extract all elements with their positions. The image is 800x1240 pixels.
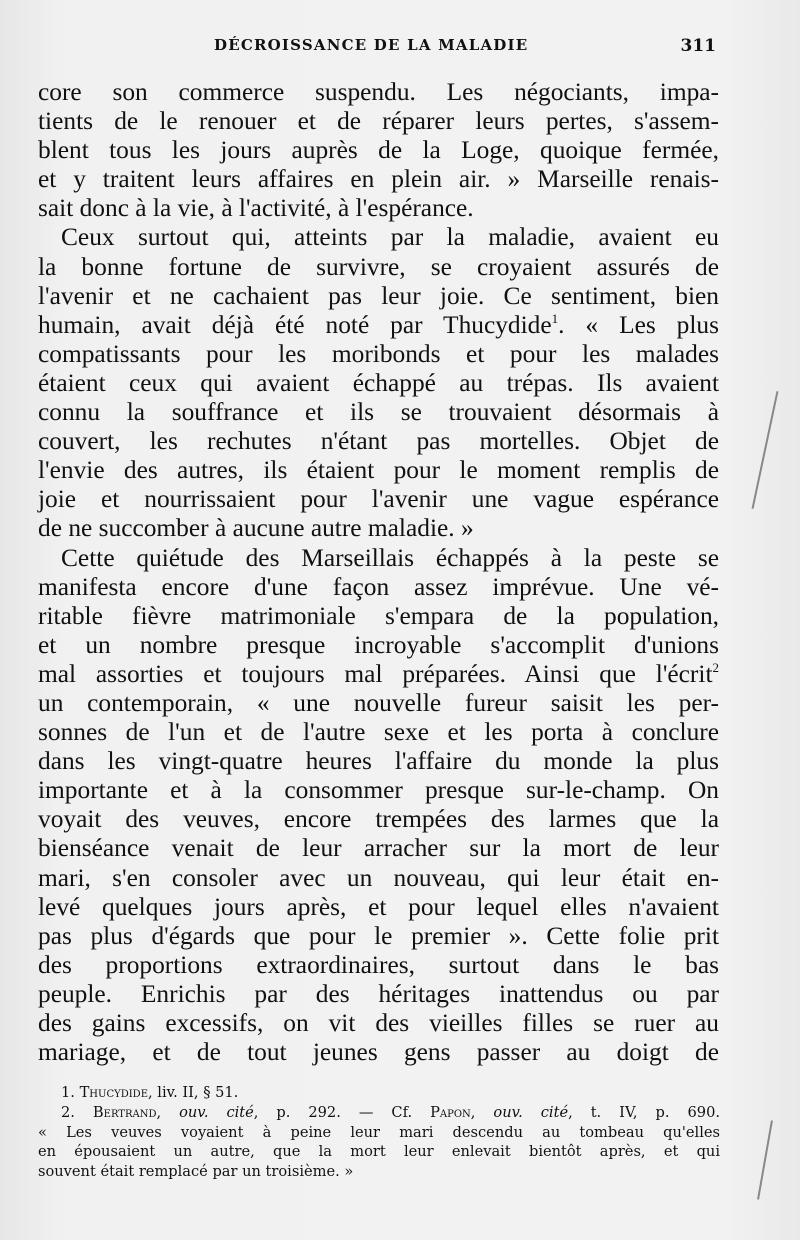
text-line: connu la souffrance et ils se trouvaient désormais à <box>38 398 719 427</box>
footnote-text: , <box>470 1103 476 1121</box>
text-line: dans les vingt-quatre heures l'affaire du monde la plus <box>38 747 719 776</box>
text-line: couvert, les rechutes n'étant pas mortelles. Objet de <box>38 427 719 456</box>
margin-pencil-mark <box>757 1120 773 1199</box>
text-line: mariage, et de tout jeunes gens passer au doigt de <box>38 1038 719 1067</box>
text-segment: mal assorties et toujours mal préparées. Ainsi que l'écrit <box>38 659 713 688</box>
text-line: voyait des veuves, encore trempées des larmes que la <box>38 805 719 834</box>
text-line: sonnes de l'un et de l'autre sexe et les porta à conclure <box>38 718 719 747</box>
footnote-2 <box>38 1103 720 1123</box>
footnote-number: 2. <box>61 1103 75 1121</box>
text-line: peuple. Enrichis par des héritages inattendus ou par <box>38 979 719 1008</box>
text-line: l'envie des autres, ils étaient pour le moment remplis de <box>38 456 719 485</box>
text-line: Ceux surtout qui, atteints par la maladie, avaient eu <box>61 223 719 252</box>
page-header <box>36 36 716 60</box>
footnote-ref-1[interactable]: 1 <box>551 310 559 326</box>
footnote-quote-line: souvent était remplacé par un troisième. » <box>38 1163 354 1181</box>
text-segment: . « Les plus <box>558 310 719 339</box>
text-line: et un nombre presque incroyable s'accomplit d'unions <box>38 630 719 659</box>
text-segment: humain, avait déjà été noté par Thucydide <box>38 310 552 339</box>
footnote-work: ouv. cité <box>493 1103 569 1121</box>
footnote-author: Bertrand <box>92 1103 157 1121</box>
footnote-text: , <box>156 1103 162 1121</box>
footnote-text: , liv. II, § 51. <box>148 1084 239 1101</box>
text-line: Cette quiétude des Marseillais échappés à la peste se <box>61 543 719 572</box>
footnotes <box>38 1083 720 1182</box>
text-line: étaient ceux qui avaient échappé au trépas. Ils avaient <box>38 368 719 397</box>
footnote-quote-line: « Les veuves voyaient à peine leur mari descendu au tombeau qu'elles <box>38 1123 720 1141</box>
text-line: blent tous les jours auprès de la Loge, quoique fermée, <box>38 136 719 165</box>
footnote-text: , t. IV, p. 690. <box>568 1103 720 1121</box>
text-line: des gains excessifs, on vit des vieilles filles se ruer au <box>38 1009 719 1037</box>
text-line: manifesta encore d'une façon assez imprévue. Une vé- <box>38 572 719 601</box>
text-line: levé quelques jours après, et pour lequel elles n'avaient <box>38 892 719 921</box>
footnote-quote-line: en épousaient un autre, que la mort leur enlevait bientôt après, et qui <box>38 1143 720 1161</box>
text-line: importante et à la consommer presque sur-le-champ. On <box>38 776 719 805</box>
footnote-ref-2[interactable]: 2 <box>712 659 719 675</box>
text-line: bienséance venait de leur arracher sur la mort de leur <box>38 834 719 863</box>
margin-pencil-mark <box>752 391 779 509</box>
text-line: et y traitent leurs affaires en plein air. » Marseille renais- <box>38 165 719 194</box>
running-title: DÉCROISSANCE DE LA MALADIE <box>214 36 529 54</box>
text-line: compatissants pour les moribonds et pour les malades <box>38 339 719 368</box>
text-line: ritable fièvre matrimoniale s'empara de la population, <box>38 601 719 630</box>
text-line: mari, s'en consoler avec un nouveau, qui leur était en- <box>38 863 719 892</box>
footnote-1 <box>38 1083 720 1103</box>
footnote-work: ouv. cité <box>179 1103 254 1121</box>
text-line: sait donc à la vie, à l'activité, à l'espérance. <box>38 194 474 223</box>
text-line: tients de le renouer et de réparer leurs pertes, s'assem- <box>38 107 719 136</box>
text-line-with-note <box>38 660 719 689</box>
text-line: core son commerce suspendu. Les négociants, impa- <box>38 78 719 106</box>
text-line: la bonne fortune de survivre, se croyaient assurés de <box>38 252 719 281</box>
footnote-number: 1. <box>61 1084 75 1101</box>
text-line: pas plus d'égards que pour le premier ». Cette folie prit <box>38 921 719 950</box>
footnote-author: Thucydide <box>79 1084 148 1101</box>
text-line: joie et nourrissaient pour l'avenir une vague espérance <box>38 485 719 514</box>
page-number: 311 <box>680 36 716 56</box>
text-line: l'avenir et ne cachaient pas leur joie. Ce sentiment, bien <box>38 281 719 310</box>
footnote-author: Papon <box>430 1103 471 1121</box>
text-line: des proportions extraordinaires, surtout dans le bas <box>38 950 719 979</box>
text-line-with-note <box>38 311 719 340</box>
footnote-text: , p. 292. — Cf. <box>253 1103 413 1121</box>
text-line: de ne succomber à aucune autre maladie. » <box>38 514 474 543</box>
body-text <box>38 78 719 1067</box>
text-line: un contemporain, « une nouvelle fureur saisit les per- <box>38 688 719 717</box>
